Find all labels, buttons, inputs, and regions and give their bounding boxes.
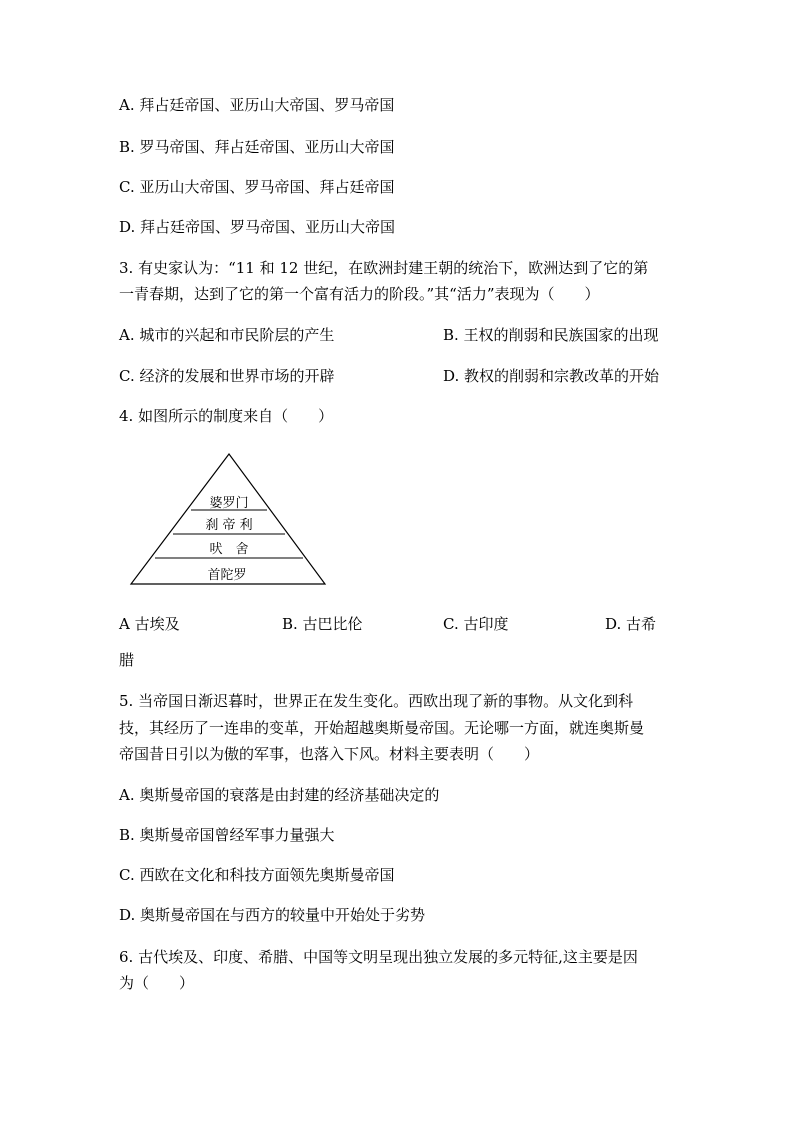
q5-option-c: C. 西欧在文化和科技方面领先奥斯曼帝国 (119, 866, 395, 884)
tier-brahmin: 婆罗门 (209, 496, 249, 511)
tier-kshatriya: 刹 帝 利 (205, 518, 253, 533)
q3-option-a: A. 城市的兴起和市民阶层的产生 (119, 326, 335, 344)
q4-option-b: B. 古巴比伦 (282, 615, 363, 633)
q4-option-d-continued: 腊 (119, 651, 135, 669)
caste-pyramid-diagram (128, 452, 328, 588)
q3-option-d: D. 教权的削弱和宗教改革的开始 (443, 367, 660, 385)
q3-option-c: C. 经济的发展和世界市场的开辟 (119, 367, 335, 385)
q2-option-b: B. 罗马帝国、拜占廷帝国、亚历山大帝国 (119, 138, 395, 156)
q4-option-a: A 古埃及 (119, 615, 180, 633)
q4-option-c: C. 古印度 (443, 615, 509, 633)
q5-stem-line-1: 5. 当帝国日渐迟暮时，世界正在发生变化。西欧出现了新的事物。从文化到科 (119, 692, 634, 710)
tier-vaishya: 吠 舍 (209, 542, 249, 557)
q5-option-b: B. 奥斯曼帝国曾经军事力量强大 (119, 826, 335, 844)
q2-option-c: C. 亚历山大帝国、罗马帝国、拜占廷帝国 (119, 178, 395, 196)
q4-stem: 4. 如图所示的制度来自（ ） (119, 407, 334, 425)
q5-stem-line-2: 技，其经历了一连串的变革，开始超越奥斯曼帝国。无论哪一方面，就连奥斯曼 (119, 719, 645, 737)
q5-option-a: A. 奥斯曼帝国的衰落是由封建的经济基础决定的 (119, 786, 440, 804)
q2-option-a: A. 拜占廷帝国、亚历山大帝国、罗马帝国 (119, 96, 395, 114)
q3-option-b: B. 王权的削弱和民族国家的出现 (443, 326, 659, 344)
q6-stem-line-2: 为（ ） (119, 974, 195, 992)
tier-shudra: 首陀罗 (207, 568, 247, 583)
q2-option-d: D. 拜占廷帝国、罗马帝国、亚历山大帝国 (119, 218, 396, 236)
q3-stem-line-2: 一青春期，达到了它的第一个富有活力的阶段。”其“活力”表现为（ ） (119, 285, 600, 303)
q4-option-d: D. 古希 (605, 615, 657, 633)
q3-stem-line-1: 3. 有史家认为：“11 和 12 世纪，在欧洲封建王朝的统治下，欧洲达到了它的第 (119, 259, 649, 277)
q5-option-d: D. 奥斯曼帝国在与西方的较量中开始处于劣势 (119, 906, 426, 924)
q6-stem-line-1: 6. 古代埃及、印度、希腊、中国等文明呈现出独立发展的多元特征,这主要是因 (119, 948, 638, 966)
q5-stem-line-3: 帝国昔日引以为傲的军事，也落入下风。材料主要表明（ ） (119, 745, 540, 763)
